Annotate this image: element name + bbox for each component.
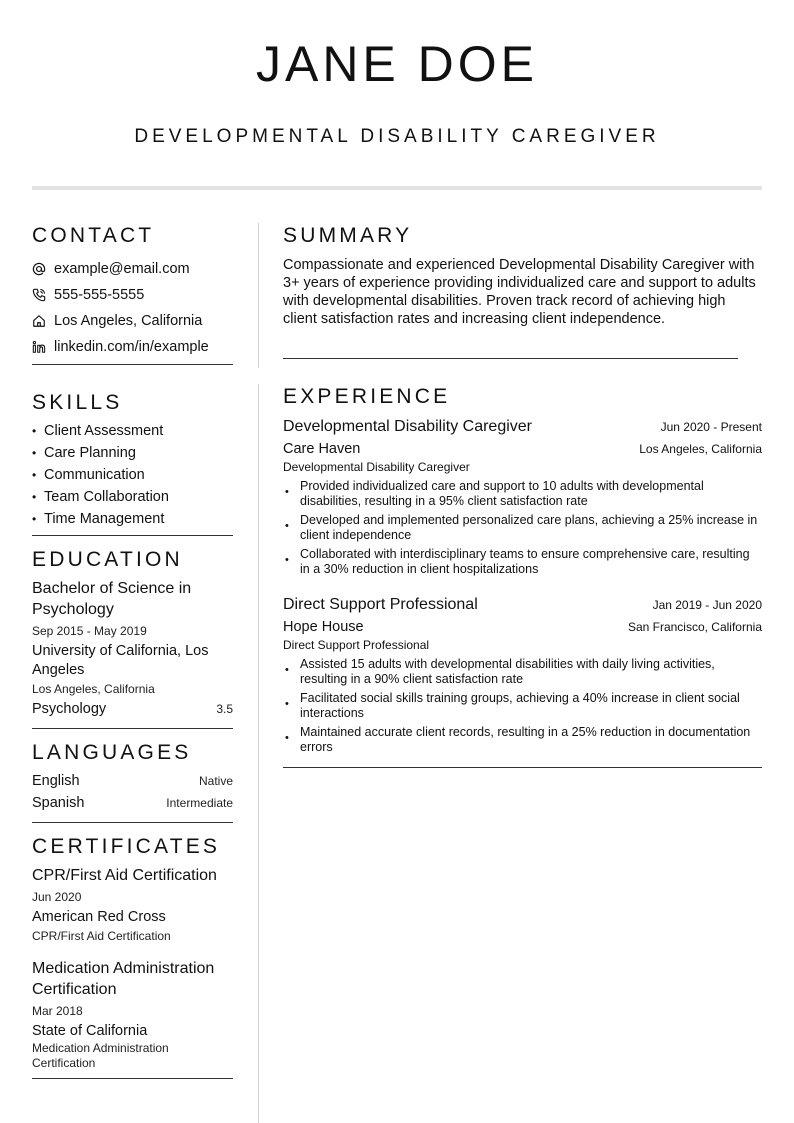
- education-section: [32, 546, 233, 729]
- bullet-icon: •: [285, 554, 289, 566]
- job-location: Los Angeles, California: [639, 442, 762, 456]
- summary-divider: [283, 358, 738, 359]
- job-bullet: • Facilitated social skills training groups, achieving a 40% increase in client social interactions: [285, 691, 740, 720]
- job-subheader: [283, 441, 762, 457]
- language-name: Spanish: [32, 794, 85, 811]
- languages-divider: [32, 822, 233, 823]
- column-divider-main: [258, 384, 259, 1123]
- language-level: Native: [198, 774, 233, 788]
- bullet-icon: •: [32, 424, 37, 438]
- skill-item: • Team Collaboration: [32, 486, 233, 508]
- home-icon: [32, 314, 54, 328]
- job-title: Developmental Disability Caregiver: [283, 418, 532, 435]
- certificate-detail: CPR/First Aid Certification: [32, 929, 171, 943]
- bullet-icon: •: [285, 698, 289, 710]
- summary-text: Compassionate and experienced Developmental Disability Caregiver with 3+ years of experience providing individualized care and support to adults with developmental disabilities. Proven track record of achieving high client satisfaction rates and increasing client independence.: [283, 257, 756, 327]
- certificate-item: [32, 865, 233, 945]
- contact-divider: [32, 364, 233, 365]
- certificate-date: Mar 2018: [32, 1004, 83, 1018]
- contact-section: [32, 222, 233, 365]
- at-icon: [32, 262, 54, 276]
- bullet-icon: •: [285, 664, 289, 676]
- job-title: Direct Support Professional: [283, 596, 478, 613]
- email-text: example@email.com: [54, 261, 190, 277]
- contact-heading: CONTACT: [32, 224, 155, 247]
- education-field: Psychology: [32, 701, 107, 717]
- job-subheader: [283, 619, 762, 635]
- summary-section: [283, 222, 762, 359]
- language-name: English: [32, 772, 80, 789]
- job-bullet: • Maintained accurate client records, resulting in a 25% reduction in documentation errors: [285, 725, 751, 754]
- right-column: [283, 222, 762, 768]
- job-header: [283, 416, 762, 438]
- skills-section: [32, 389, 233, 536]
- header-divider: [32, 186, 762, 190]
- contact-location: [32, 308, 233, 334]
- certificate-date: Jun 2020: [32, 890, 82, 904]
- bullet-icon: •: [32, 468, 37, 482]
- language-row: [32, 792, 233, 814]
- certificate-name: Medication Administration Certification: [32, 960, 215, 998]
- job-bullet: • Provided individualized care and support to 10 adults with developmental disabilities, resulting in a 95% client satisfaction rate: [285, 479, 704, 508]
- job-bullet: • Developed and implemented personalized care plans, achieving a 25% increase in client independence: [285, 513, 758, 542]
- experience-heading: EXPERIENCE: [283, 385, 451, 408]
- certificates-section: [32, 833, 233, 1079]
- job-company: Hope House: [283, 619, 364, 635]
- experience-divider: [283, 767, 762, 768]
- phone-text: 555-555-5555: [54, 287, 145, 303]
- education-gpa: 3.5: [216, 702, 233, 716]
- bullet-icon: •: [32, 490, 37, 504]
- education-heading: EDUCATION: [32, 548, 183, 571]
- column-divider-top: [258, 223, 259, 368]
- certificate-name: CPR/First Aid Certification: [32, 867, 217, 884]
- job-company: Care Haven: [283, 441, 361, 457]
- job-entry: [283, 416, 762, 577]
- linkedin-text: linkedin.com/in/example: [54, 339, 209, 355]
- bullet-icon: •: [32, 512, 37, 526]
- job-entry: [283, 594, 762, 755]
- languages-section: [32, 739, 233, 823]
- education-divider: [32, 728, 233, 729]
- job-location: San Francisco, California: [627, 620, 762, 634]
- candidate-name: JANE DOE: [255, 36, 539, 92]
- education-field-row: [32, 700, 233, 719]
- location-text: Los Angeles, California: [54, 313, 203, 329]
- certificates-heading: CERTIFICATES: [32, 835, 221, 858]
- certificate-issuer: American Red Cross: [32, 909, 166, 925]
- linkedin-icon: [32, 340, 54, 354]
- education-school: University of California, Los Angeles: [32, 643, 209, 678]
- job-bullet: • Collaborated with interdisciplinary teams to ensure comprehensive care, resulting in a 30% reduction in client hospitalizations: [285, 547, 750, 576]
- left-column: [32, 222, 233, 1079]
- skill-item: • Communication: [32, 464, 233, 486]
- contact-linkedin[interactable]: [32, 334, 233, 360]
- contact-email[interactable]: [32, 256, 233, 282]
- skill-item: • Client Assessment: [32, 420, 233, 442]
- bullet-icon: •: [285, 486, 289, 498]
- job-dates: Jun 2020 - Present: [660, 420, 762, 434]
- skill-item: • Time Management: [32, 508, 233, 530]
- language-row: [32, 770, 233, 792]
- skills-divider: [32, 535, 233, 536]
- language-level: Intermediate: [166, 796, 233, 810]
- summary-heading: SUMMARY: [283, 224, 413, 247]
- certificate-item: [32, 958, 233, 1071]
- education-location: Los Angeles, California: [32, 682, 155, 696]
- education-degree: Bachelor of Science in Psychology: [32, 580, 192, 618]
- candidate-title: DEVELOPMENTAL DISABILITY CAREGIVER: [134, 126, 660, 147]
- job-bullet: • Assisted 15 adults with developmental disabilities with daily living activities, resulting in a 90% client satisfaction rate: [285, 657, 715, 686]
- phone-icon: [32, 288, 54, 302]
- education-dates: Sep 2015 - May 2019: [32, 624, 147, 638]
- bullet-icon: •: [285, 520, 289, 532]
- certificate-issuer: State of California: [32, 1023, 148, 1039]
- job-header: [283, 594, 762, 616]
- languages-heading: LANGUAGES: [32, 741, 192, 764]
- certificate-detail: Medication Administration Certification: [32, 1041, 169, 1070]
- certificates-divider: [32, 1078, 233, 1079]
- bullet-icon: •: [285, 732, 289, 744]
- skill-item: • Care Planning: [32, 442, 233, 464]
- experience-section: [283, 383, 762, 768]
- job-role: Direct Support Professional: [283, 638, 430, 652]
- contact-phone[interactable]: [32, 282, 233, 308]
- skills-heading: SKILLS: [32, 391, 123, 414]
- job-dates: Jan 2019 - Jun 2020: [652, 598, 762, 612]
- job-role: Developmental Disability Caregiver: [283, 460, 470, 474]
- bullet-icon: •: [32, 446, 37, 460]
